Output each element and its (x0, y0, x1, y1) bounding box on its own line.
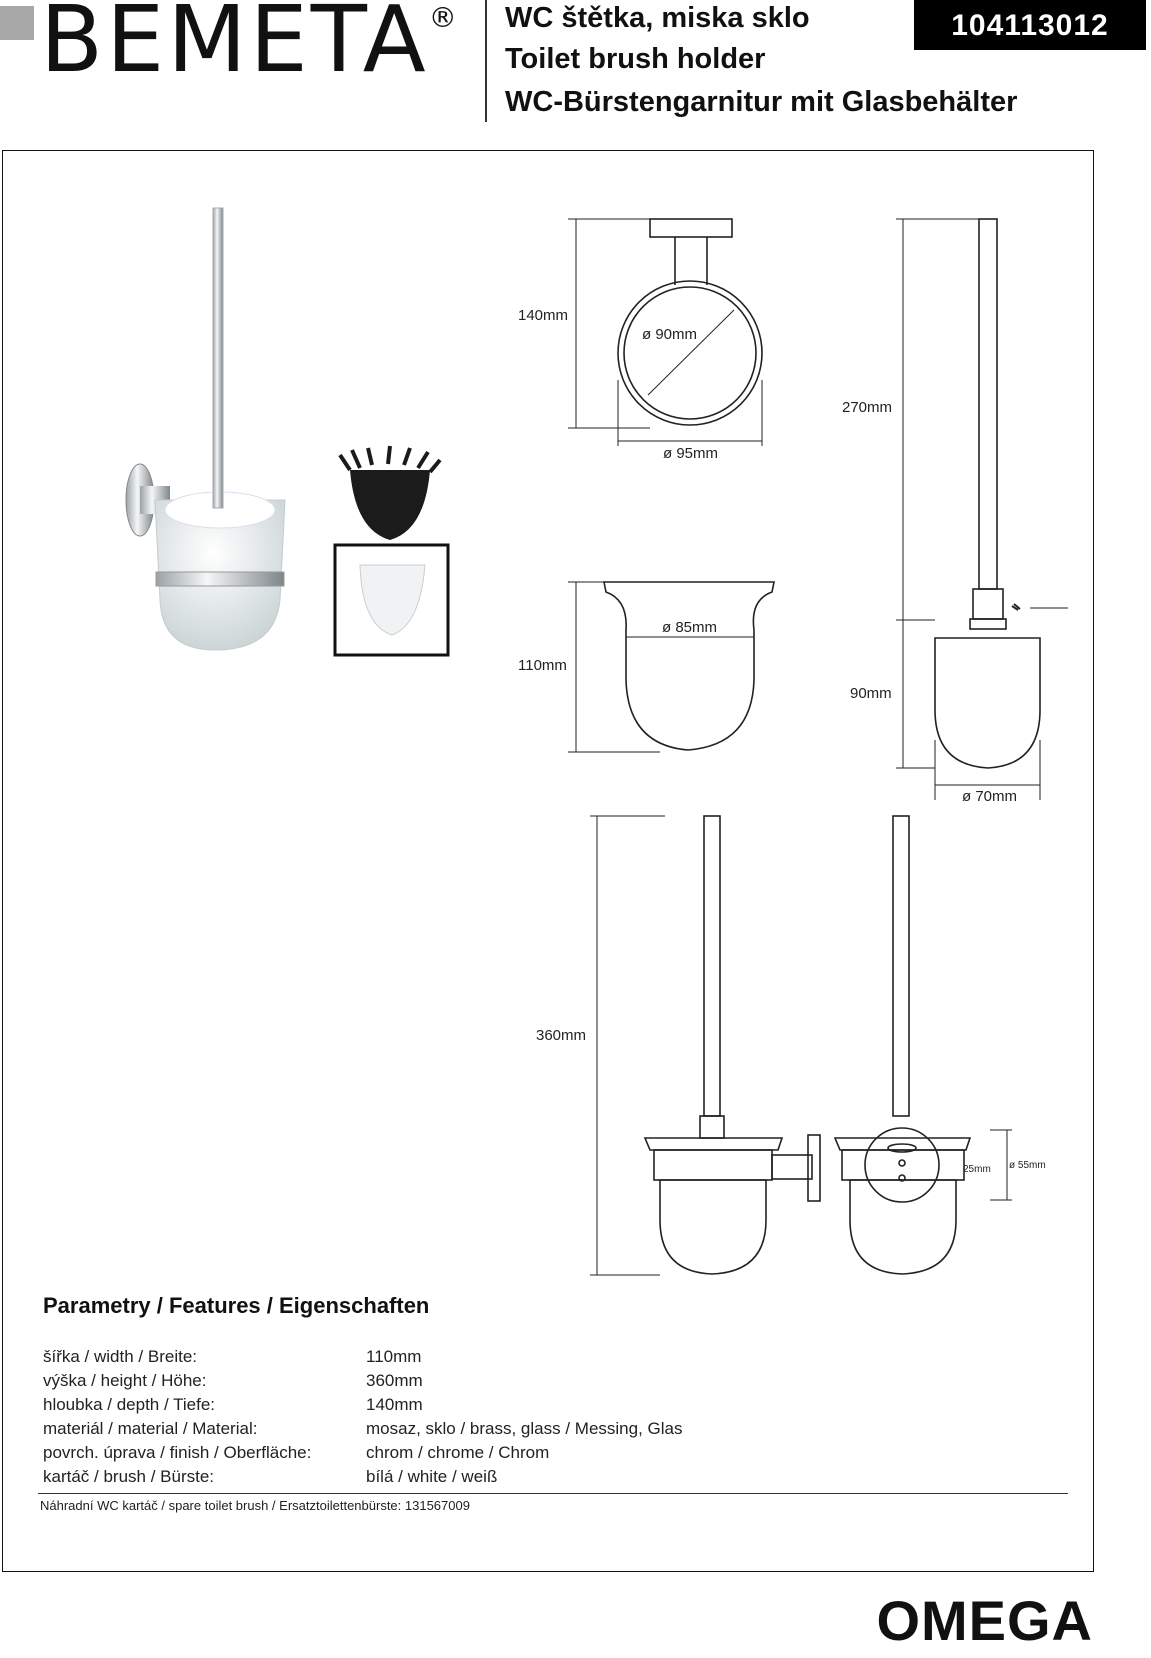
series-name: OMEGA (876, 1589, 1093, 1652)
feature-label: povrch. úprava / finish / Oberfläche: (43, 1443, 312, 1462)
brush-drawing (896, 219, 1068, 800)
dim-handle-270: 270mm (842, 399, 893, 416)
spare-brush-black (340, 446, 440, 540)
dim-brush-diameter: ø 70mm (962, 788, 1018, 805)
feature-label: výška / height / Höhe: (43, 1371, 207, 1390)
feature-value: bílá / white / weiß (366, 1467, 498, 1486)
feature-label: kartáč / brush / Bürste: (43, 1467, 215, 1486)
feature-value: 140mm (366, 1395, 423, 1414)
product-code: 104113012 (914, 0, 1146, 50)
dim-ring-diameter: ø 90mm (642, 326, 698, 343)
product-photo (126, 208, 285, 650)
spare-brush-note: Náhradní WC kartáč / spare toilet brush / Ersatztoilettenbürste: 131567009 (40, 1498, 470, 1513)
dim-height-360: 360mm (536, 1027, 587, 1044)
dim-cup-diameter: ø 85mm (662, 619, 718, 636)
feature-label: šířka / width / Breite: (43, 1347, 197, 1366)
feature-value: mosaz, sklo / brass, glass / Messing, Glas (366, 1419, 683, 1438)
dim-brush-90: 90mm (850, 685, 892, 702)
feature-row-height (43, 1371, 943, 1395)
registered-mark: ® (428, 1, 460, 34)
dim-depth-140: 140mm (518, 307, 569, 324)
dim-rosette-55: ø 55mm (1009, 1160, 1046, 1171)
features-divider (38, 1493, 1068, 1494)
feature-value: chrom / chrome / Chrom (366, 1443, 550, 1462)
feature-row-width (43, 1347, 943, 1371)
feature-row-brush (43, 1467, 943, 1491)
dim-base-diameter: ø 95mm (663, 445, 719, 462)
feature-value: 360mm (366, 1371, 423, 1390)
title-czech: WC štětka, miska sklo (505, 2, 810, 34)
feature-value: 110mm (366, 1347, 422, 1366)
feature-row-material (43, 1419, 943, 1443)
dim-offset-25: 25mm (963, 1164, 991, 1175)
feature-label: hloubka / depth / Tiefe: (43, 1395, 216, 1414)
assembled-drawing (590, 816, 1012, 1275)
dim-width-110: 110mm (518, 657, 567, 674)
feature-row-finish (43, 1443, 943, 1467)
feature-row-depth (43, 1395, 943, 1419)
title-german: WC-Bürstengarnitur mit Glasbehälter (505, 86, 1018, 118)
feature-label: materiál / material / Material: (43, 1419, 258, 1438)
title-english: Toilet brush holder (505, 43, 766, 75)
glass-cup-drawing (568, 582, 774, 752)
features-title: Parametry / Features / Eigenschaften (43, 1293, 430, 1318)
brand-name: BEMETA (40, 0, 429, 93)
